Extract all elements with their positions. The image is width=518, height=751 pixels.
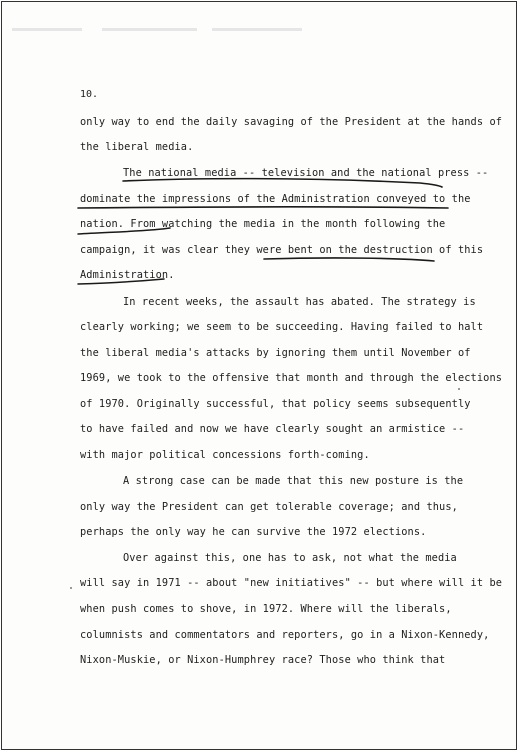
text-line: Administration.: [80, 269, 175, 281]
text-line: A strong case can be made that this new posture is the: [123, 475, 464, 487]
text-line: will say in 1971 -- about "new initiatives" -- but where will it be: [80, 577, 503, 589]
text-line: columnists and commentators and reporters, go in a Nixon-Kennedy,: [80, 629, 490, 641]
text-line: the liberal media.: [80, 141, 194, 153]
faded-header-mark: [12, 28, 82, 31]
document-page: [1, 1, 517, 750]
text-line: dominate the impressions of the Administration conveyed to the: [80, 193, 471, 205]
ink-underline: [78, 207, 448, 208]
text-line: 1969, we took to the offensive that month and through the elections: [80, 372, 503, 384]
text-line: In recent weeks, the assault has abated. The strategy is: [123, 296, 476, 308]
text-line: clearly working; we seem to be succeeding. Having failed to halt: [80, 321, 484, 333]
text-line: the liberal media's attacks by ignoring them until November of: [80, 347, 471, 359]
page-number: 10.: [80, 89, 99, 100]
text-line: Over against this, one has to ask, not what the media: [123, 552, 457, 564]
text-line: of 1970. Originally successful, that policy seems subsequently: [80, 398, 471, 410]
text-line: Nixon-Muskie, or Nixon-Humphrey race? Those who think that: [80, 654, 446, 666]
faded-header-mark: [102, 28, 197, 31]
text-line: to have failed and now we have clearly sought an armistice --: [80, 423, 465, 435]
text-line: with major political concessions forth-coming.: [80, 449, 370, 461]
ink-underline: [123, 179, 442, 187]
page-speck: [70, 587, 72, 589]
text-line: only way to end the daily savaging of the President at the hands of: [80, 116, 503, 128]
faded-header-mark: [212, 28, 302, 31]
text-line: when push comes to shove, in 1972. Where will the liberals,: [80, 603, 452, 615]
text-line: perhaps the only way he can survive the 1972 elections.: [80, 526, 427, 538]
ink-underline: [264, 258, 434, 261]
text-line: The national media -- television and the national press --: [123, 167, 489, 179]
text-line: campaign, it was clear they were bent on the destruction of this: [80, 244, 484, 256]
text-line: nation. From watching the media in the month following the: [80, 218, 446, 230]
text-line: only way the President can get tolerable coverage; and thus,: [80, 501, 458, 513]
page-speck: [458, 388, 460, 390]
